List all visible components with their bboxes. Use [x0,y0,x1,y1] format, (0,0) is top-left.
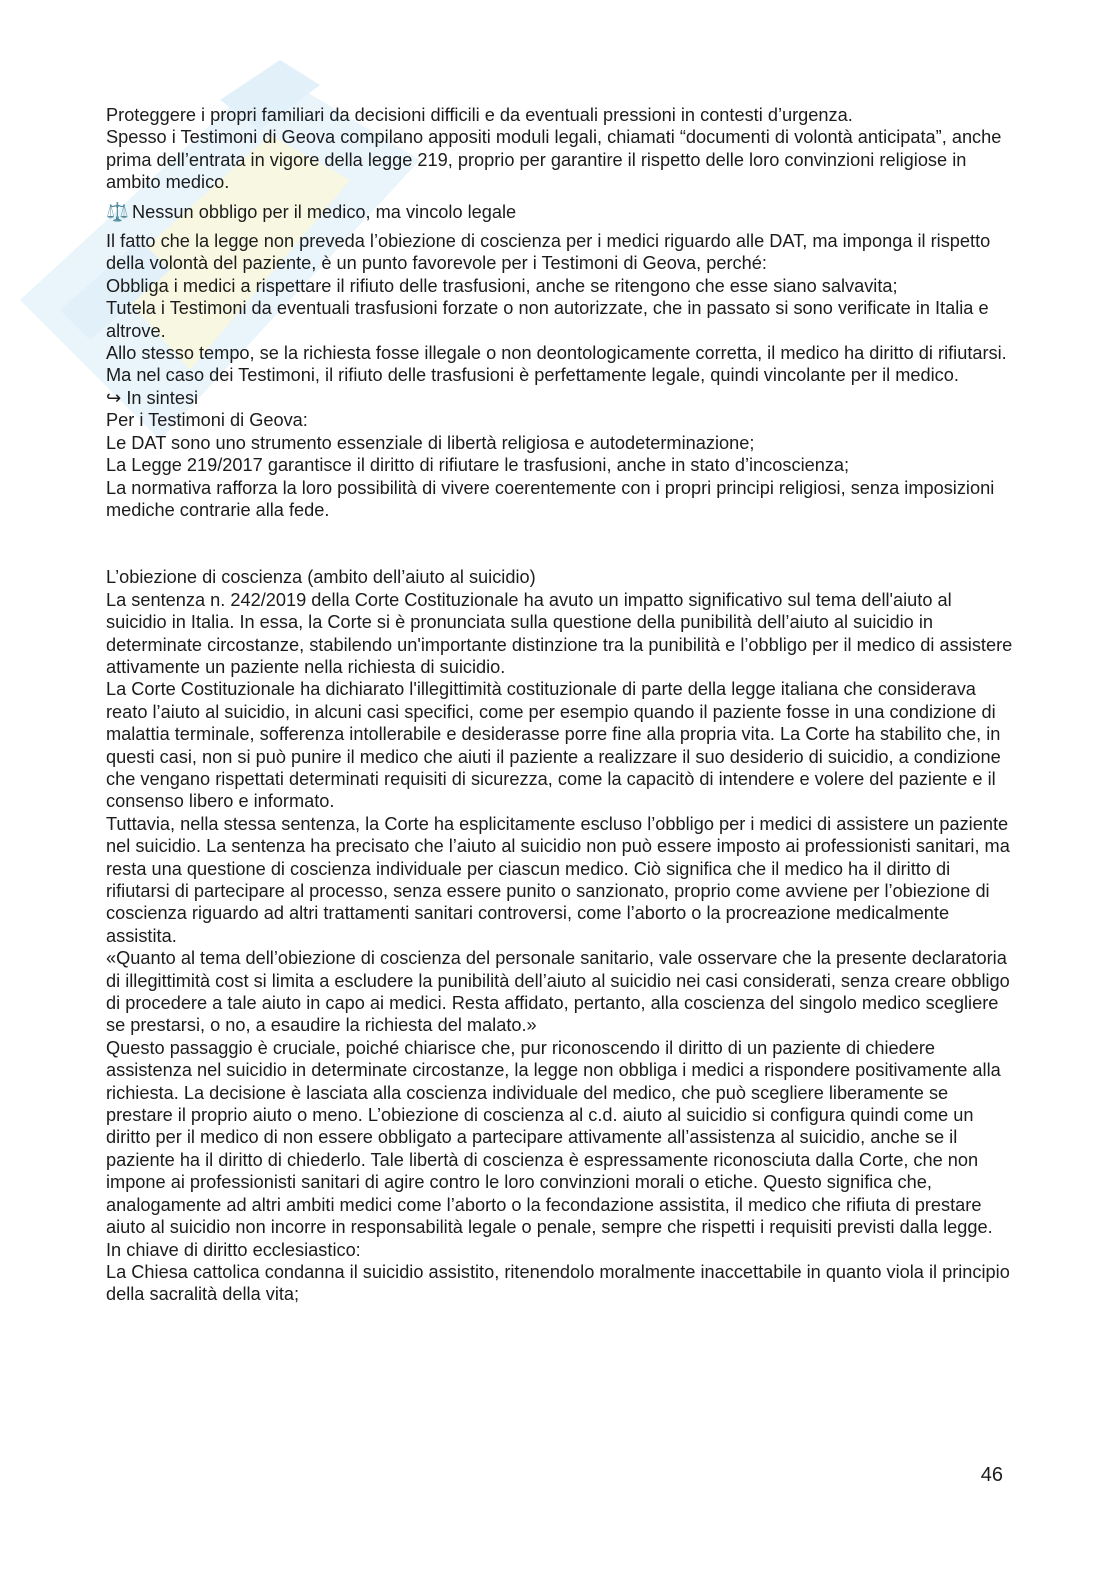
paragraph: Il fatto che la legge non preveda l’obiezione di coscienza per i medici riguardo alle DAT, ma imponga il rispetto della volontà del paziente, è un punto favorevole per i Testimoni di Geova, perché: [106,231,991,274]
paragraph: La sentenza n. 242/2019 della Corte Costituzionale ha avuto un impatto significativo sul tema dell'aiuto al suicidio in Italia. In essa, la Corte si è pronunciata sulla questione della punibilità dell’aiuto al suicidio in determinate circostanze, stabilendo un'importante distinzione tra la punibilità e l’obbligo per il medico di assistere attivamente un paziente nella richiesta di suicidio. [106,589,1013,677]
paragraph: Obbliga i medici a rispettare il rifiuto delle trasfusioni, anche se ritengono che esse siano salvavita; [106,275,898,296]
paragraph: Allo stesso tempo, se la richiesta fosse illegale o non deontologicamente corretta, il medico ha diritto di rifiutarsi. Ma nel caso dei Testimoni, il rifiuto delle trasfusioni è perfettamente legale, quindi vincolante per il medico. [106,343,1007,386]
section-title: L’obiezione di coscienza (ambito dell’aiuto al suicidio) [106,567,536,588]
summary-heading-text: In sintesi [126,387,199,408]
paragraph: Le DAT sono uno strumento essenziale di libertà religiosa e autodeterminazione; [106,432,755,453]
paragraph: Questo passaggio è cruciale, poiché chiarisce che, pur riconoscendo il diritto di un paziente di chiedere assistenza nel suicidio in determinate circostanze, la legge non obbliga i medici a rispondere positivamente alla richiesta. La decisione è lasciata alla coscienza individuale del medico, che può scegliere liberamente se prestare il proprio aiuto o meno. L’obiezione di coscienza al c.d. aiuto al suicidio si configura quindi come un diritto per il medico di non essere obbligato a partecipare attivamente all’assistenza al suicidio, anche se il paziente ha il diritto di chiederlo. Tale libertà di coscienza è espressamente riconosciuta dalla Corte, che non impone ai professionisti sanitari di agire contro le loro convinzioni morali o etiche. Questo significa che, analogamente ad altri ambiti medici come l’aborto o la fecondazione assistita, il medico che rifiuta di prestare aiuto al suicidio non incorre in responsabilità legale o penale, sempre che rispetti i requisiti previsti dalla legge. [106,1037,1001,1238]
scales-icon: ⚖️ [106,201,129,222]
summary-heading [106,387,1016,409]
page-number: 46 [980,1464,1003,1486]
paragraph: Spesso i Testimoni di Geova compilano appositi moduli legali, chiamati “documenti di volontà anticipata”, anche prima dell’entrata in vigore della legge 219, proprio per garantire il rispetto delle loro convinzioni religiose in ambito medico. [106,127,1002,193]
paragraph: In chiave di diritto ecclesiastico: [106,1239,361,1260]
paragraph: La Chiesa cattolica condanna il suicidio assistito, ritenendolo moralmente inaccettabile in quanto viola il principio della sacralità della vita; [106,1261,1010,1305]
paragraph: La normativa rafforza la loro possibilità di vivere coerentemente con i propri principi religiosi, senza imposizioni mediche contrarie alla fede. [106,477,995,520]
paragraph: Tutela i Testimoni da eventuali trasfusioni forzate o non autorizzate, che in passato si sono verificate in Italia e altrove. [106,298,989,341]
subheading-text: Nessun obbligo per il medico, ma vincolo legale [132,201,517,222]
subheading [106,201,1016,223]
paragraph: La Legge 219/2017 garantisce il diritto di rifiutare le trasfusioni, anche in stato d’incoscienza; [106,455,850,476]
quote: «Quanto al tema dell’obiezione di coscienza del personale sanitario, vale osservare che la presente declaratoria di illegittimità cost si limita a escludere la punibilità dell’aiuto al suicidio nei casi considerati, senza creare obbligo di procedere a tale aiuto in capo ai medici. Resta affidato, pertanto, alla coscienza del singolo medico scegliere se prestarsi, o no, a esaudire la richiesta del malato.» [106,948,1010,1036]
paragraph: Per i Testimoni di Geova: [106,410,308,431]
paragraph: Proteggere i propri familiari da decisioni difficili e da eventuali pressioni in contesti d’urgenza. [106,105,853,125]
paragraph: Tuttavia, nella stessa sentenza, la Corte ha esplicitamente escluso l’obbligo per i medici di assistere un paziente nel suicidio. La sentenza ha precisato che l’aiuto al suicidio non può essere imposto ai professionisti sanitari, ma resta una questione di coscienza individuale per ciascun medico. Ciò significa che il medico ha il diritto di rifiutarsi di partecipare al processo, senza essere punito o sanzionato, proprio come avviene per l’obiezione di coscienza riguardo ad altri trattamenti sanitari controversi, come l’aborto o la procreazione medicalmente assistita. [106,813,1010,946]
arrow-return-icon: ↪ [106,387,122,408]
document-body [106,104,1016,1306]
paragraph: La Corte Costituzionale ha dichiarato l'illegittimità costituzionale di parte della legge italiana che considerava reato l’aiuto al suicidio, in alcuni casi specifici, come per esempio quando il paziente fosse in una condizione di malattia terminale, sofferenza intollerabile e desiderasse porre fine alla propria vita. La Corte ha stabilito che, in questi casi, non si può punire il medico che aiuti il paziente a realizzare il suo desiderio di suicidio, a condizione che vengano rispettati determinati requisiti di sicurezza, come la capacitò di intendere e volere del paziente e il consenso libero e informato. [106,679,1001,812]
